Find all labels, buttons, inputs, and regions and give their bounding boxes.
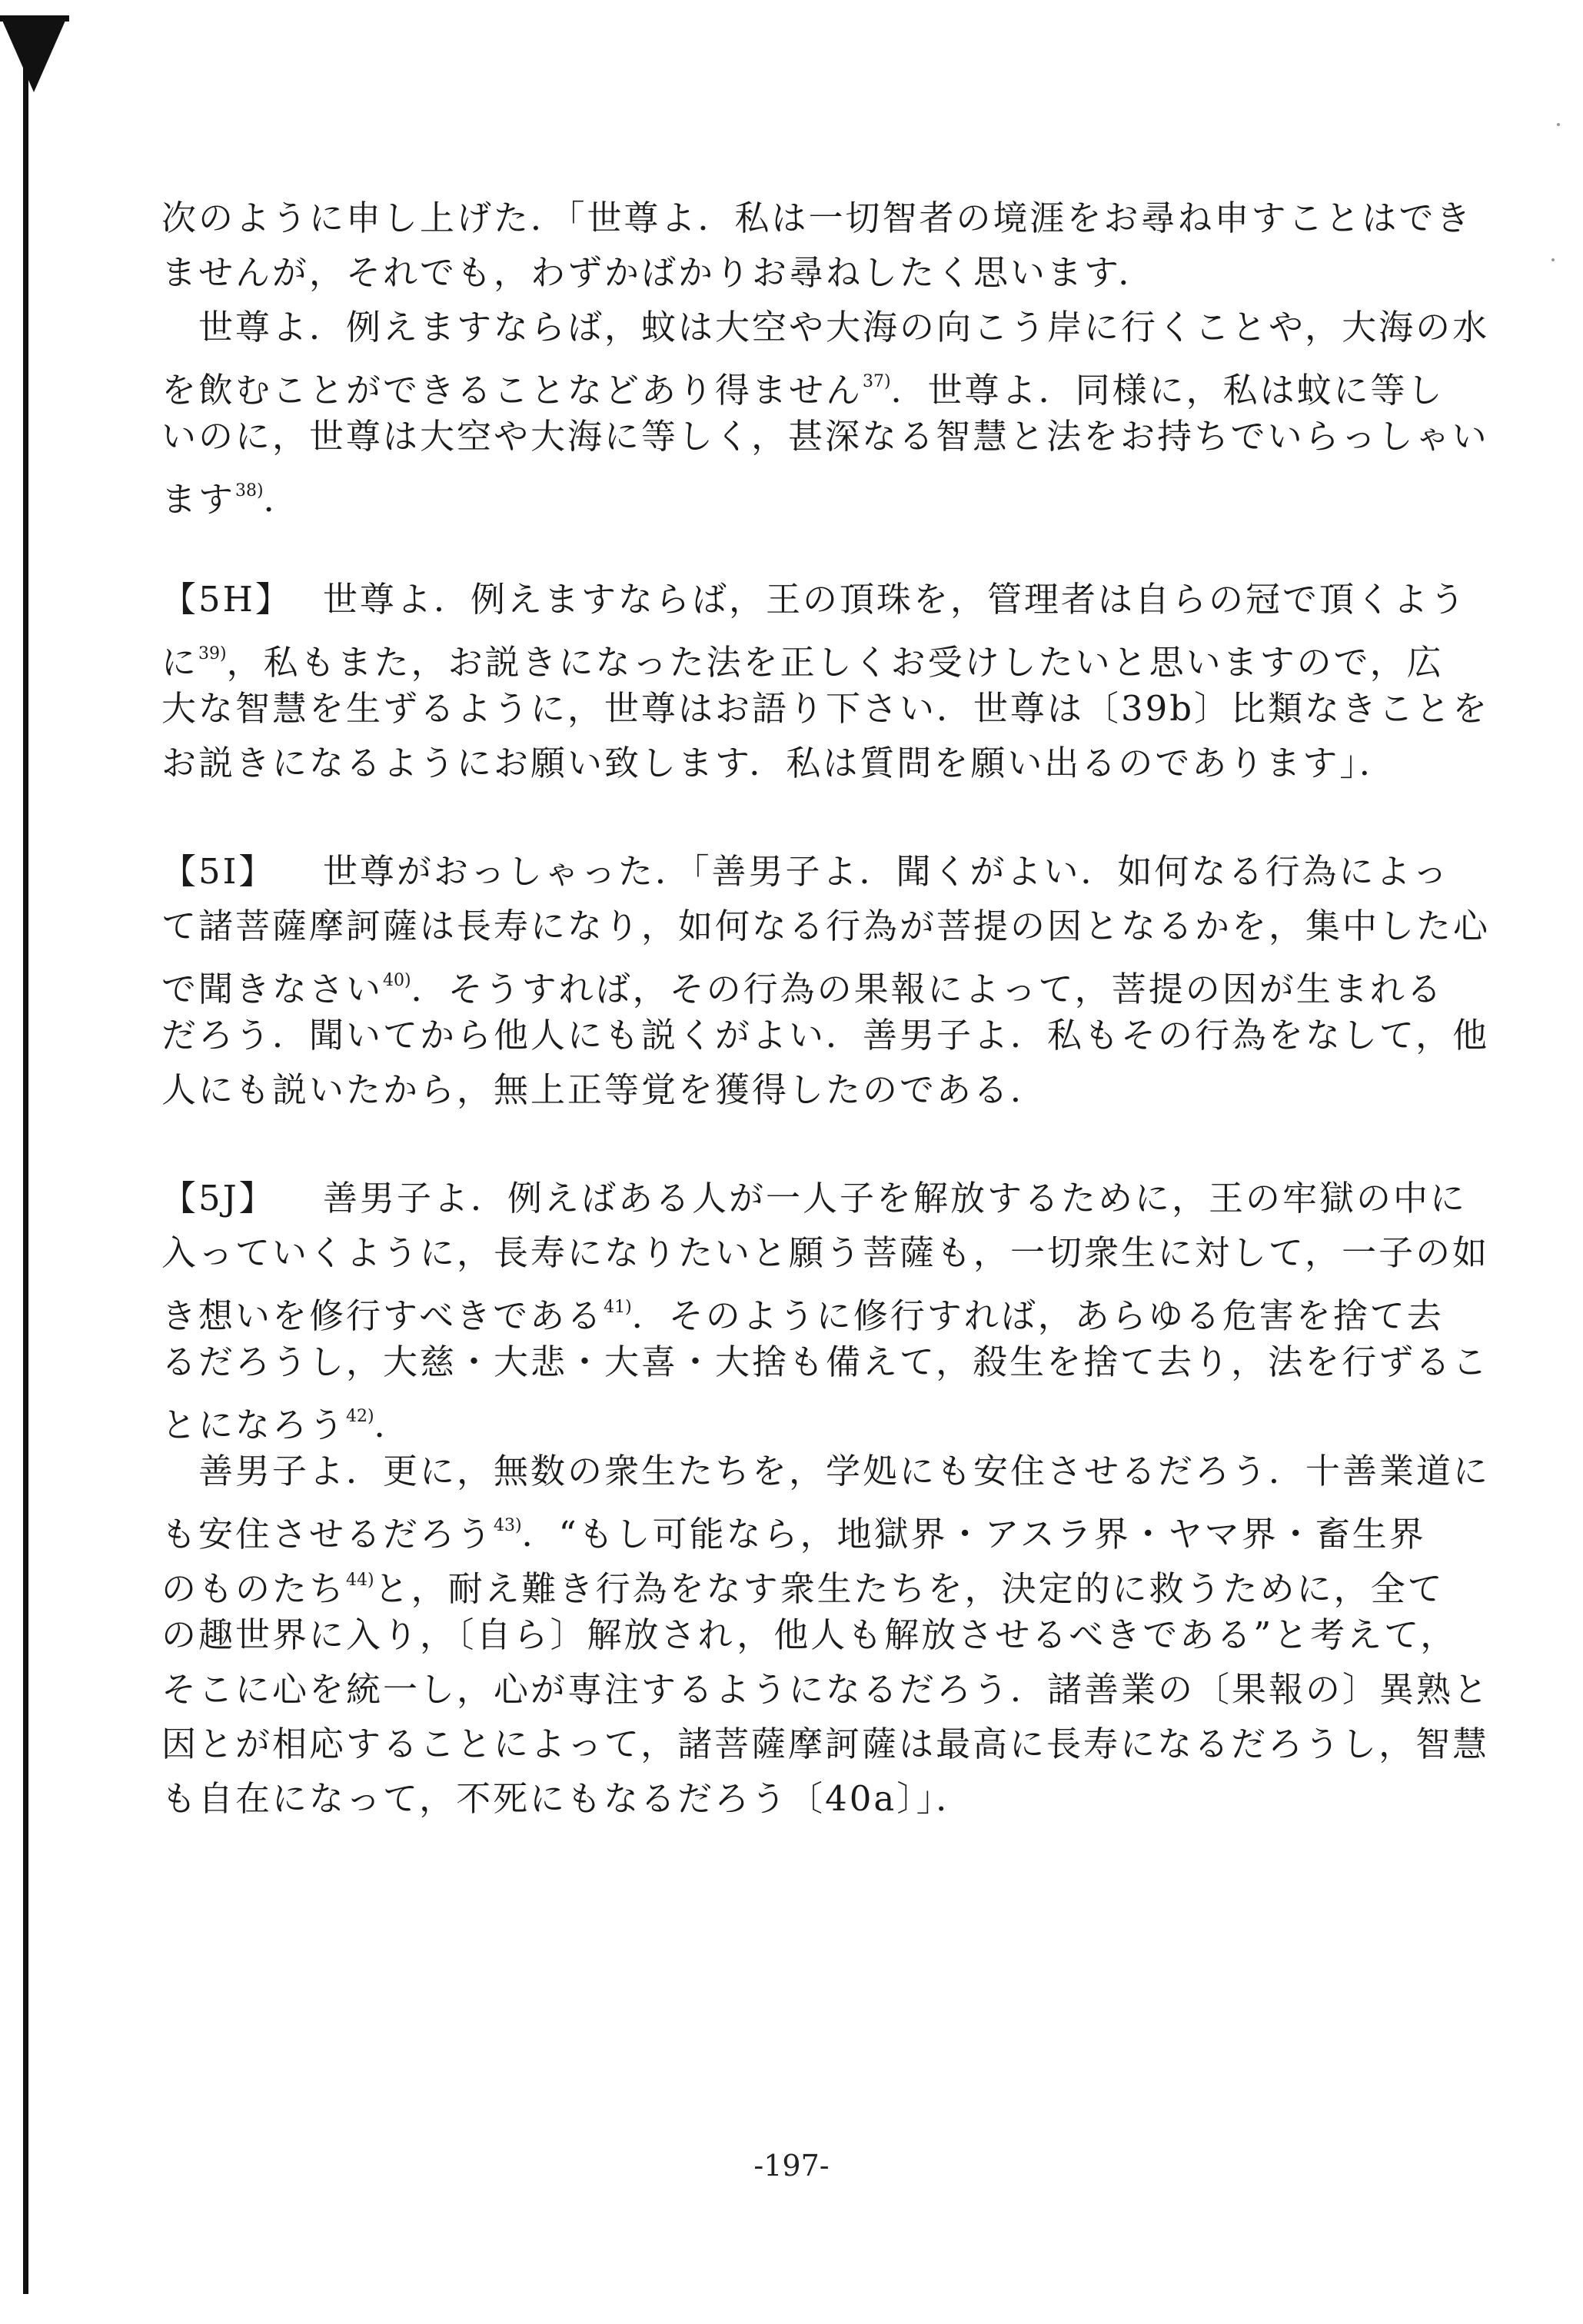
text-line: ませんが，それでも，わずかばかりお尋ねしたく思います． [161, 252, 1156, 293]
text-line [161, 464, 1361, 518]
text-span: と，耐え難き行為をなす衆生たちを，決定的に救うために，全て [374, 1568, 1445, 1609]
text-line: 次のように申し上げた．「世尊よ．私は一切智者の境涯をお尋ね申すことはでき [161, 198, 1473, 238]
text-line: 人にも説いたから，無上正等覚を獲得したのである． [161, 1069, 1048, 1110]
text-span: ． [374, 1405, 411, 1445]
text-span: 善男子よ．例えばある人が一人子を解放するために，王の牢獄の中に [323, 1178, 1468, 1219]
section-tag: 【5I】 [161, 851, 276, 892]
text-span: で聞きなさい [161, 969, 384, 1009]
left-margin-rule [23, 18, 28, 2294]
scan-speck [1557, 123, 1560, 126]
text-line: るだろうし，大慈・大悲・大喜・大捨も備えて，殺生を捨て去り，法を行ずるこ [161, 1342, 1490, 1382]
footnote-ref: 41) [604, 1298, 632, 1317]
text-line [161, 844, 1450, 899]
text-span: き想いを修行すべきである [161, 1295, 604, 1336]
text-line [161, 1553, 1445, 1609]
footnote-ref: 37) [863, 372, 891, 391]
text-line [161, 1498, 1426, 1554]
section-tag: 【5H】 [161, 579, 292, 620]
text-line: も自在になって，不死にもなるだろう〔40a〕」． [161, 1778, 973, 1819]
text-span: ，私もまた，お説きになった法を正しくお受けしたいと思いますので，広 [226, 642, 1444, 683]
paragraph-1 [161, 191, 1473, 300]
text-span: に [161, 642, 199, 683]
text-span: ．そのように修行すれば，あらゆる危害を捨て去 [631, 1295, 1444, 1336]
footnote-ref: 42) [346, 1407, 374, 1426]
text-line: 大な智慧を生ずるように，世尊はお語り下さい．世尊は〔39b〕比類なきことを [161, 688, 1490, 729]
corner-triangle-mark [0, 15, 68, 92]
text-line: 善男子よ．更に，無数の衆生たちを，学処にも安住させるだろう．十善業道に [198, 1451, 1491, 1491]
text-span: 世尊よ．例えますならば，王の頂珠を，管理者は自らの冠で頂くよう [323, 579, 1468, 620]
footnote-ref: 39) [198, 644, 227, 663]
text-line [161, 354, 1445, 411]
text-line [161, 1171, 1468, 1225]
section-5i [161, 844, 1491, 1117]
section-5j [161, 1171, 1490, 1445]
page-number: -197- [753, 2149, 830, 2183]
text-span: のものたち [161, 1568, 347, 1609]
text-span: ます [161, 479, 236, 520]
page-body [161, 191, 1491, 1826]
text-line: だろう．聞いてから他人にも説くがよい．善男子よ．私もその行為をなして，他 [161, 1015, 1490, 1056]
scan-speck [1551, 258, 1555, 261]
text-line [161, 1280, 1444, 1336]
footnote-ref: 44) [346, 1571, 374, 1590]
footnote-ref: 43) [494, 1516, 522, 1535]
text-line: いのに，世尊は大空や大海に等しく，甚深なる智慧と法をお持ちでいらっしゃい [161, 416, 1489, 457]
text-span: ．そうすれば，その行為の果報によって，菩提の因が生まれる [411, 969, 1444, 1009]
section-tag: 【5J】 [161, 1178, 276, 1219]
text-span: ． [263, 479, 301, 520]
text-span: も安住させるだろう [161, 1514, 494, 1554]
footnote-ref: 38) [235, 481, 264, 500]
footnote-ref: 40) [383, 971, 411, 990]
paragraph-2 [161, 300, 1490, 520]
text-line: 入っていくように，長寿になりたいと願う菩薩も，一切衆生に対して，一子の如 [161, 1232, 1490, 1273]
text-line: の趣世界に入り，〔自ら〕解放され，他人も解放させるべきである”と考えて， [161, 1614, 1458, 1655]
text-line: 因とが相応することによって，諸菩薩摩訶薩は最高に長寿になるだろうし，智慧 [161, 1724, 1490, 1764]
text-line: て諸菩薩摩訶薩は長寿になり，如何なる行為が菩提の因となるかを，集中した心 [161, 906, 1491, 946]
text-line [161, 1389, 1361, 1444]
text-line [161, 572, 1468, 627]
text-line [161, 627, 1444, 683]
text-line [161, 953, 1444, 1009]
paragraph-6 [161, 1444, 1491, 1826]
text-span: ．世尊よ．同様に，私は蚊に等し [890, 370, 1445, 411]
text-line: 世尊よ．例えますならば，蚊は大空や大海の向こう岸に行くことや，大海の水 [198, 307, 1490, 347]
text-span: ．“もし可能なら，地獄界・アスラ界・ヤマ界・畜生界 [521, 1514, 1426, 1554]
text-line: そこに心を統一し，心が専注するようになるだろう．諸善業の〔果報の〕異熟と [161, 1669, 1491, 1710]
section-5h [161, 572, 1490, 790]
text-span: を飲むことができることなどあり得ません [161, 370, 863, 411]
text-span: とになろう [161, 1405, 347, 1445]
text-line: お説きになるようにお願い致します．私は質問を願い出るのであります」． [161, 743, 1396, 783]
text-span: 世尊がおっしゃった．「善男子よ．聞くがよい．如何なる行為によっ [323, 851, 1450, 892]
